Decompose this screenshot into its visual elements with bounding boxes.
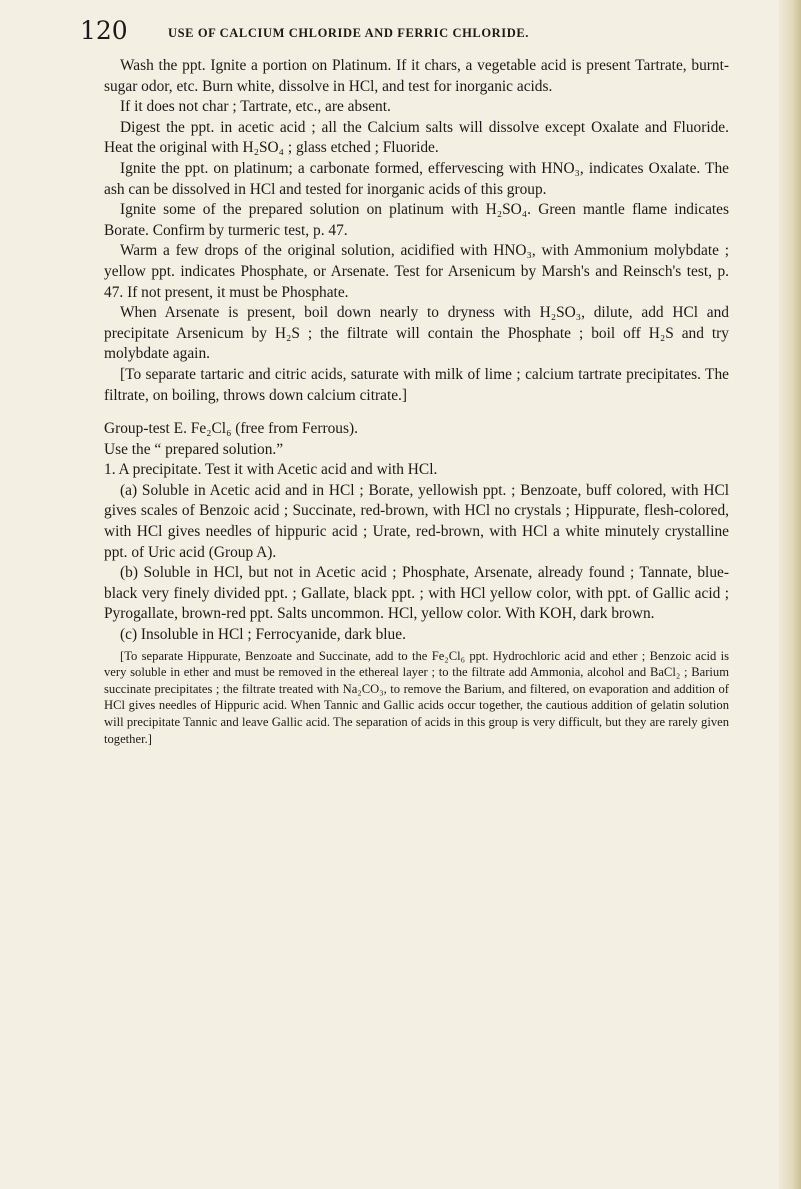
paragraph-precipitate-test: 1. A precipitate. Test it with Acetic acid and with HCl. (104, 461, 438, 479)
paragraph-borate: Ignite some of the prepared solution on platinum with H₂SO₄. Green mantle flame indicates Borate. Confirm by turmeric test, p. 47. (104, 201, 729, 239)
paragraph-acetic-digest: Digest the ppt. in acetic acid ; all the Calcium salts will dissolve except Oxalate and Fluoride. Heat the original with H₂SO₄ ; glass etched ; Fluoride. (104, 118, 729, 157)
running-title: USE OF CALCIUM CHLORIDE AND FERRIC CHLORIDE. (168, 26, 530, 40)
group-test-heading: Group-test E. Fe₂Cl₆ (free from Ferrous). (104, 420, 358, 438)
paragraph-soluble-acetic: (a) Soluble in Acetic acid and in HCl ; Borate, yellowish ppt. ; Benzoate, buff colored, with HCl gives scales of Benzoic acid ; Succinate, red-brown, with HCl no crystals ; Hippurate, flesh-colored, with HCl gives needles of hippuric acid ; Urate, red-brown, with HCl a white minutely crystalline ppt. of Uric acid (Group A). (104, 481, 729, 561)
paragraph-oxalate: Ignite the ppt. on platinum; a carbonate formed, effervescing with HNO₃, indicates Oxalate. The ash can be dissolved in HCl and tested for inorganic acids of this group. (104, 159, 729, 198)
paragraph-tartrate-ignition: Wash the ppt. Ignite a portion on Platinum. If it chars, a vegetable acid is present Tartrate, burnt-sugar odor, etc. Burn white, dissolve in HCl, and test for inorganic acids. (104, 57, 729, 95)
page-header (80, 16, 740, 46)
page-edge (779, 0, 801, 1189)
paragraph-prepared-solution: Use the “ prepared solution.” (104, 440, 284, 458)
paragraph-soluble-hcl: (b) Soluble in HCl, but not in Acetic acid ; Phosphate, Arsenate, already found ; Tannate, blue-black very finely divided ppt. ; Gallate, black ppt. ; with HCl yellow color, with ppt. of Gallic acid ; Pyrogallate, brown-red ppt. Salts uncommon. HCl, yellow color. With KOH, dark brown. (104, 564, 729, 623)
paragraph-insoluble: (c) Insoluble in HCl ; Ferrocyanide, dark blue. (120, 626, 406, 644)
paragraph-separation-note: [To separate Hippurate, Benzoate and Succinate, add to the Fe₂Cl₆ ppt. Hydrochloric acid and ether ; Benzoic acid is very soluble in ether and must be removed in the ethereal layer ; to the filtrate add Ammonia, alcohol and BaCl₂ ; Barium succinate precipitates ; the filtrate treated with Na₂CO₃, to remove the Barium, and filtered, on evaporation and addition of HCl gives needles of Hippuric acid. When Tannic and Gallic acids occur together, the cautious addition of gelatin solution will precipitate Tannic and leave Gallic acid. The separation of acids in this group is very difficult, but they are rarely given together.] (104, 648, 729, 746)
paragraph-tartaric-citric: [To separate tartaric and citric acids, saturate with milk of lime ; calcium tartrate precipitates. The filtrate, on boiling, throws down calcium citrate.] (104, 365, 729, 404)
paragraph-arsenate: When Arsenate is present, boil down nearly to dryness with H₂SO₃, dilute, add HCl and precipitate Arsenicum by H₂S ; the filtrate will contain the Phosphate ; boil off H₂S and try molybdate again. (104, 304, 729, 363)
page-number: 120 (80, 16, 128, 45)
paragraph-phosphate: Warm a few drops of the original solution, acidified with HNO₃, with Ammonium molybdate ; yellow ppt. indicates Phosphate, or Arsenate. Test for Arsenicum by Marsh's and Reinsch's test, p. 47. If not present, it must be Phosphate. (104, 242, 729, 301)
page-body (104, 56, 729, 747)
paragraph-no-char: If it does not char ; Tartrate, etc., are absent. (120, 98, 391, 116)
